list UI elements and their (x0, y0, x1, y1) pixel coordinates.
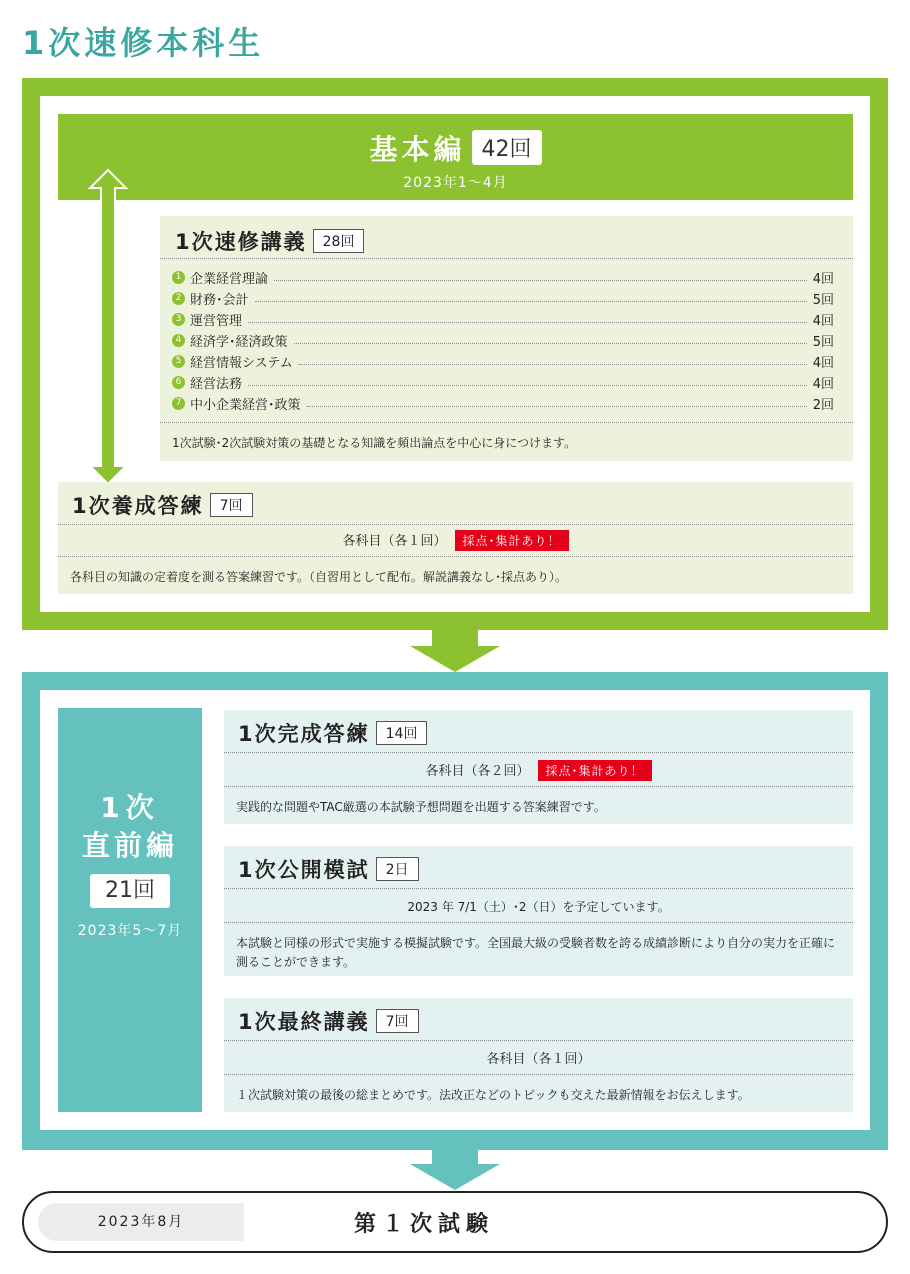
divider (160, 422, 853, 423)
subject-name: 経済学･経済政策 (190, 334, 288, 350)
dot-leader (255, 301, 807, 302)
chokuzen-heading-line1: 1次 (100, 791, 160, 824)
subject-name: 財務･会計 (190, 292, 249, 308)
scoring-badge: 採点･集計あり！ (455, 530, 569, 551)
kansei-count-badge: 14回 (376, 721, 428, 745)
moshi-title (238, 854, 419, 884)
subject-row (172, 393, 834, 413)
saishu-lecture-panel (224, 998, 853, 1112)
kansei-practice-panel (224, 710, 853, 824)
basic-heading-label: 基本編 (369, 133, 466, 166)
subject-name: 経営情報システム (190, 355, 293, 371)
subject-row (172, 372, 834, 392)
subject-row (172, 288, 834, 308)
subject-count: 2回 (812, 397, 834, 413)
yousei-schedule-row (58, 530, 853, 551)
subject-count: 5回 (812, 334, 834, 350)
subject-name: 企業経営理論 (190, 271, 269, 287)
exam-bar (22, 1191, 888, 1253)
subject-count: 4回 (812, 355, 834, 371)
dot-leader (307, 406, 807, 407)
down-arrow-icon (410, 1148, 500, 1190)
dot-leader (294, 343, 807, 344)
chokuzen-sidebar (58, 708, 202, 1112)
subject-name: 中小企業経営･政策 (190, 397, 301, 413)
kansei-title-label: 1次完成答練 (238, 722, 370, 746)
saishu-schedule: 各科目（各１回） (486, 1052, 591, 1067)
basic-heading (58, 128, 853, 168)
basic-header (58, 114, 853, 200)
number-icon: 4 (172, 334, 185, 347)
moshi-description: 本試験と同様の形式で実施する模擬試験です。全国最大級の受験者数を誇る成績診断により自分の実力を正確に測ることができます。 (236, 936, 836, 969)
divider (224, 786, 853, 787)
moshi-count-badge: 2日 (376, 857, 419, 881)
subject-count: 4回 (812, 376, 834, 392)
sokushu-lecture-panel (160, 216, 853, 461)
dot-leader (299, 364, 807, 365)
subject-row (172, 330, 834, 350)
basic-period: 2023年1～4月 (403, 175, 508, 191)
divider (58, 524, 853, 525)
chokuzen-period: 2023年5～7月 (77, 923, 183, 939)
exam-title: 第１次試験 (353, 1212, 494, 1237)
subject-name: 運営管理 (190, 313, 243, 329)
number-icon: 7 (172, 397, 185, 410)
dot-leader (274, 280, 807, 281)
number-icon: 6 (172, 376, 185, 389)
chokuzen-count-badge: 21回 (90, 874, 170, 908)
yousei-schedule: 各科目（各１回） (342, 534, 447, 549)
down-arrow-icon (410, 630, 500, 672)
divider (58, 556, 853, 557)
moshi-title-label: 1次公開模試 (238, 858, 370, 882)
divider (224, 752, 853, 753)
divider (224, 888, 853, 889)
sokushu-description: 1次試験･2次試験対策の基礎となる知識を頻出論点を中心に身につけます。 (172, 436, 577, 450)
divider (224, 1074, 853, 1075)
scoring-badge: 採点･集計あり！ (538, 760, 652, 781)
saishu-title-label: 1次最終講義 (238, 1010, 370, 1034)
divider (224, 922, 853, 923)
kansei-schedule: 各科目（各２回） (425, 764, 530, 779)
moshi-schedule: 2023 年 7/1（土）･2（日）を予定しています。 (407, 900, 670, 914)
yousei-title (72, 490, 253, 520)
kansei-schedule-row (224, 760, 853, 781)
number-icon: 3 (172, 313, 185, 326)
divider (160, 258, 853, 259)
subject-row (172, 351, 834, 371)
number-icon: 1 (172, 271, 185, 284)
sokushu-title-label: 1次速修講義 (175, 230, 307, 254)
chokuzen-heading-line2: 直前編 (81, 829, 178, 862)
subject-count: 4回 (812, 313, 834, 329)
basic-count-badge: 42回 (472, 130, 542, 165)
sokushu-count-badge: 28回 (313, 229, 365, 253)
yousei-title-label: 1次養成答練 (72, 494, 204, 518)
subject-name: 経営法務 (190, 376, 243, 392)
kansei-description: 実践的な問題やTAC厳選の本試験予想問題を出題する答案練習です。 (236, 800, 606, 814)
subject-count: 5回 (812, 292, 834, 308)
sokushu-title (175, 226, 364, 256)
dot-leader (248, 385, 807, 386)
number-icon: 2 (172, 292, 185, 305)
page-title: 1次速修本科生 (22, 24, 265, 62)
moshi-exam-panel (224, 846, 853, 976)
subject-count: 4回 (812, 271, 834, 287)
kansei-title (238, 718, 427, 748)
saishu-title (238, 1006, 419, 1036)
divider (224, 1040, 853, 1041)
yousei-practice-panel (58, 482, 853, 594)
dot-leader (248, 322, 807, 323)
subject-row (172, 309, 834, 329)
yousei-description: 各科目の知識の定着度を測る答案練習です。（自習用として配布。解説講義なし･採点あり）。 (70, 570, 568, 584)
yousei-count-badge: 7回 (210, 493, 253, 517)
saishu-description: １次試験対策の最後の総まとめです。法改正などのトピックも交えた最新情報をお伝えします。 (236, 1088, 750, 1102)
saishu-count-badge: 7回 (376, 1009, 419, 1033)
exam-date: 2023年8月 (38, 1203, 244, 1241)
number-icon: 5 (172, 355, 185, 368)
double-arrow-icon (88, 168, 128, 486)
subject-row (172, 267, 834, 287)
